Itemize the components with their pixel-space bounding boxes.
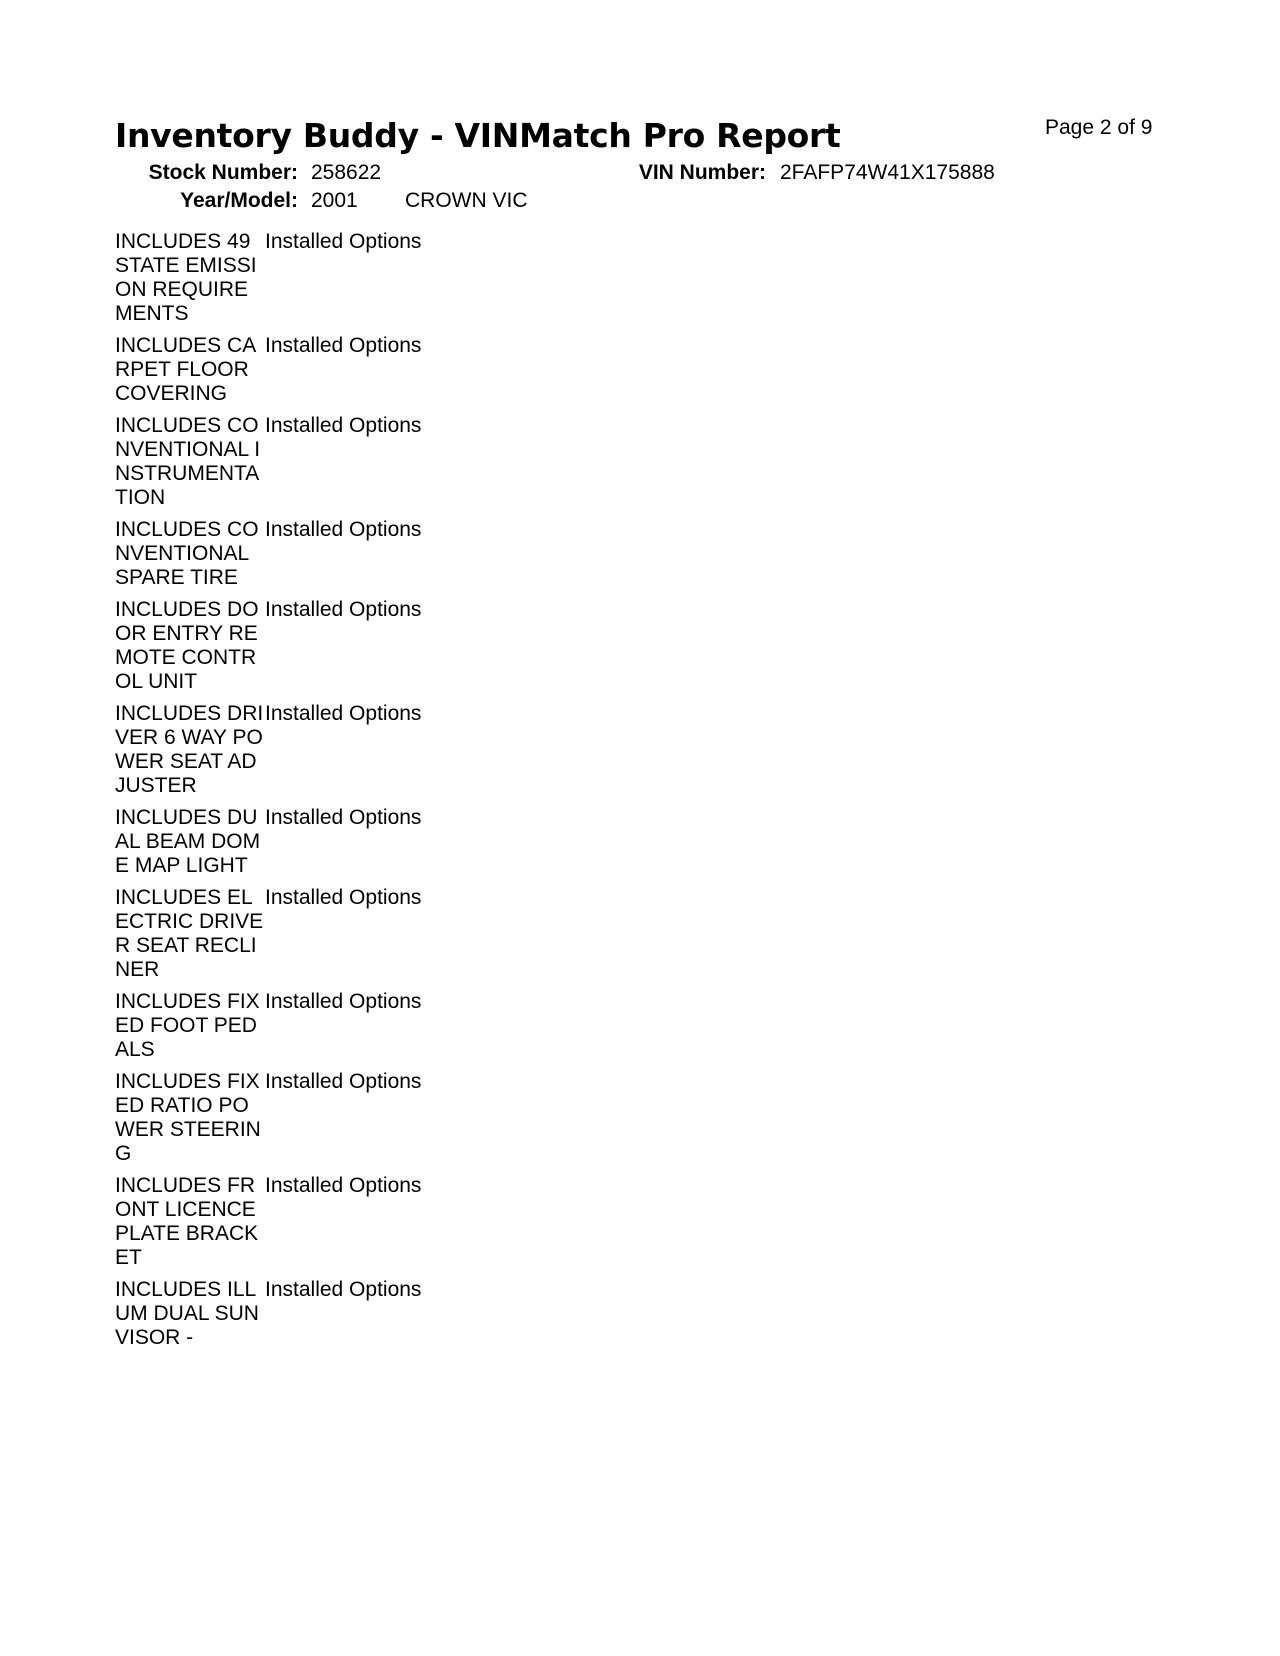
option-row	[115, 702, 715, 798]
option-row	[115, 230, 715, 326]
option-category: Installed Options	[265, 886, 422, 909]
model-value: CROWN VIC	[405, 189, 528, 212]
option-name: INCLUDES DOOR ENTRY REMOTE CONTROL UNIT	[115, 598, 259, 693]
stock-number-value: 258622	[311, 161, 382, 184]
option-category: Installed Options	[265, 414, 422, 437]
option-category: Installed Options	[265, 1278, 422, 1301]
option-name: INCLUDES FIXED FOOT PEDALS	[115, 990, 260, 1061]
option-name: INCLUDES CONVENTIONAL INSTRUMENTATION	[115, 414, 261, 509]
report-title: Inventory Buddy - VINMatch Pro Report	[115, 116, 841, 155]
options-list	[115, 230, 715, 1358]
page-number: Page 2 of 9	[1045, 116, 1153, 139]
option-row	[115, 990, 715, 1062]
option-row	[115, 518, 715, 590]
option-name: INCLUDES ILLUM DUAL SUNVISOR -	[115, 1278, 259, 1349]
option-category: Installed Options	[265, 230, 422, 253]
option-category: Installed Options	[265, 598, 422, 621]
stock-number-label: Stock Number:	[148, 161, 298, 184]
vin-number-value: 2FAFP74W41X175888	[780, 161, 995, 184]
year-model-label: Year/Model:	[180, 189, 298, 212]
option-row	[115, 334, 715, 406]
vin-number-label: VIN Number:	[638, 161, 766, 184]
option-name: INCLUDES DUAL BEAM DOME MAP LIGHT	[115, 806, 261, 877]
option-category: Installed Options	[265, 518, 422, 541]
option-name: INCLUDES FIXED RATIO POWER STEERING	[115, 1070, 261, 1165]
option-row	[115, 886, 715, 982]
option-name: INCLUDES CARPET FLOOR COVERING	[115, 334, 257, 405]
option-row	[115, 598, 715, 694]
option-category: Installed Options	[265, 1070, 422, 1093]
option-category: Installed Options	[265, 1174, 422, 1197]
option-category: Installed Options	[265, 990, 422, 1013]
option-row	[115, 414, 715, 510]
option-category: Installed Options	[265, 702, 422, 725]
option-category: Installed Options	[265, 334, 422, 357]
option-row	[115, 1174, 715, 1270]
option-name: INCLUDES ELECTRIC DRIVER SEAT RECLINER	[115, 886, 264, 981]
option-row	[115, 1278, 715, 1350]
option-name: INCLUDES CONVENTIONAL SPARE TIRE	[115, 518, 259, 589]
option-row	[115, 1070, 715, 1166]
option-name: INCLUDES FRONT LICENCE PLATE BRACKET	[115, 1174, 259, 1269]
year-value: 2001	[311, 189, 358, 212]
option-row	[115, 806, 715, 878]
option-category: Installed Options	[265, 806, 422, 829]
option-name: INCLUDES DRIVER 6 WAY POWER SEAT ADJUSTER	[115, 702, 264, 797]
option-name: INCLUDES 49 STATE EMISSION REQUIREMENTS	[115, 230, 257, 325]
